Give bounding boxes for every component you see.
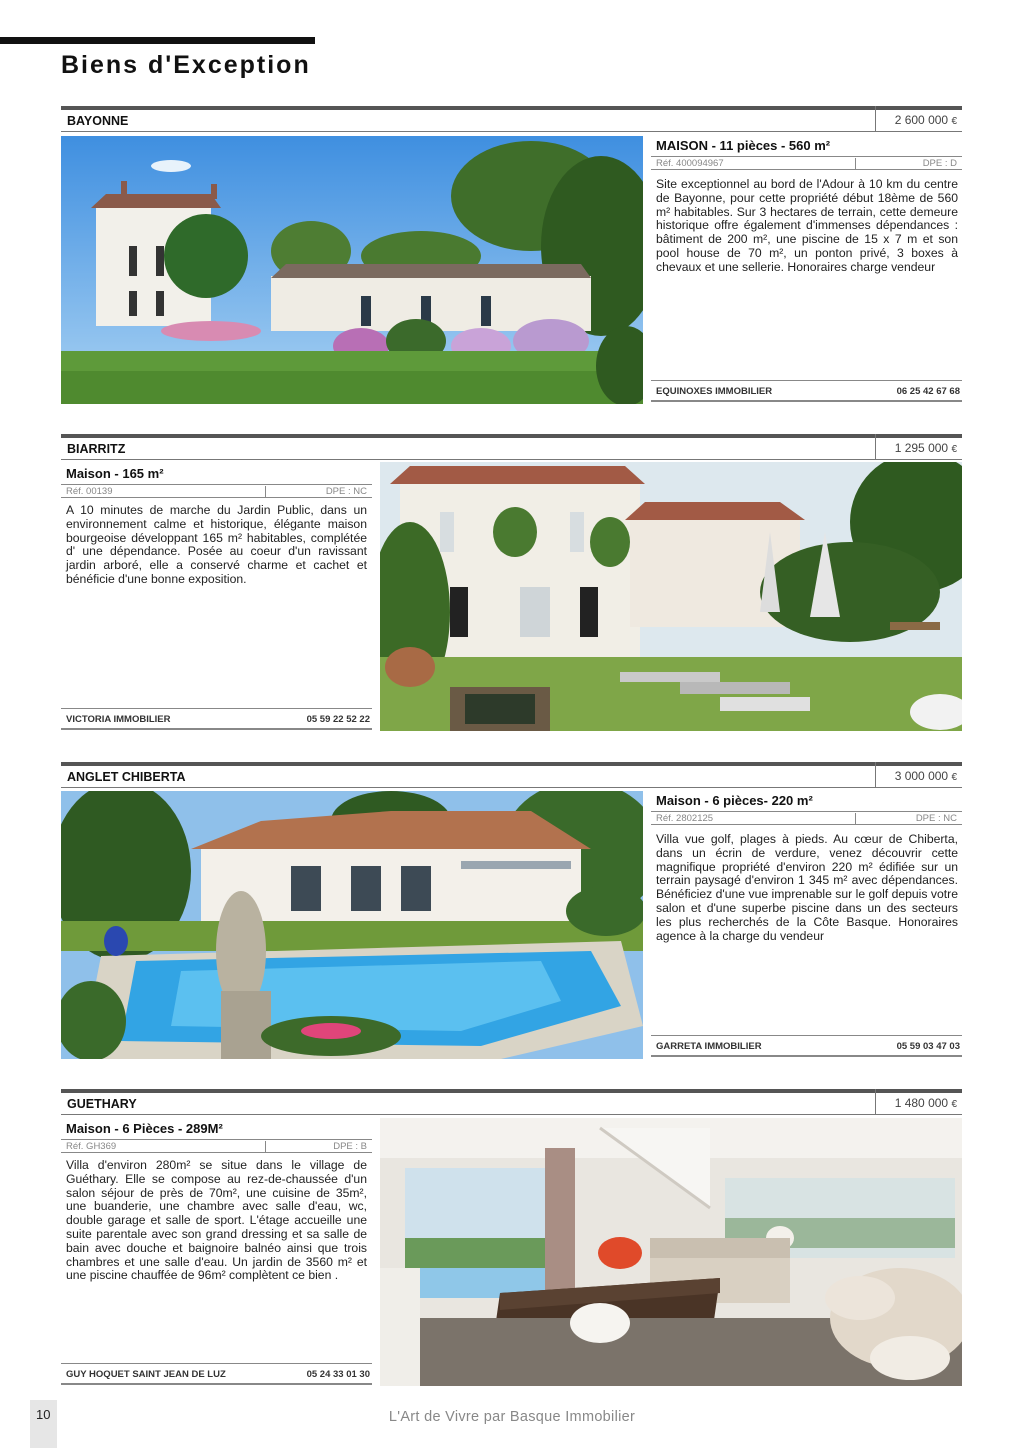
listing-details (651, 791, 962, 1059)
agency-name[interactable]: EQUINOXES IMMOBILIER (656, 386, 773, 397)
agency-name[interactable]: VICTORIA IMMOBILIER (66, 714, 171, 725)
listing-details (651, 136, 962, 404)
property-photo[interactable] (61, 136, 643, 404)
dpe-rating: DPE : B (265, 1141, 367, 1153)
ref-row (61, 1139, 372, 1153)
ref-row (61, 484, 372, 498)
listing-biarritz[interactable] (61, 434, 962, 734)
property-photo[interactable] (61, 791, 643, 1059)
agency-row (651, 380, 962, 402)
price-box (875, 1089, 962, 1115)
listing-price: 1 295 000 € (894, 441, 957, 455)
property-title: MAISON - 11 pièces - 560 m² (656, 138, 831, 153)
ref-row (651, 811, 962, 825)
listing-header (61, 434, 962, 460)
agency-phone[interactable]: 06 25 42 67 68 (896, 386, 960, 397)
price-box (875, 434, 962, 460)
dpe-rating: DPE : D (855, 158, 957, 170)
reference: Réf. 2802125 (656, 813, 714, 824)
property-title: Maison - 6 pièces- 220 m² (656, 793, 813, 808)
listing-price: 1 480 000 € (894, 1096, 957, 1110)
property-photo[interactable] (380, 462, 962, 731)
agency-row (651, 1035, 962, 1057)
agency-phone[interactable]: 05 59 22 52 22 (306, 714, 370, 725)
page-number: 10 (36, 1407, 51, 1422)
reference: Réf. GH369 (66, 1141, 117, 1152)
listing-header (61, 1089, 962, 1115)
property-title: Maison - 165 m² (66, 466, 164, 481)
listing-details (61, 464, 372, 732)
agency-row (61, 708, 372, 730)
agency-row (61, 1363, 372, 1385)
listing-bayonne[interactable] (61, 106, 962, 406)
dpe-rating: DPE : NC (265, 486, 367, 498)
price-box (875, 762, 962, 788)
agency-name[interactable]: GARRETA IMMOBILIER (656, 1041, 762, 1052)
listing-details (61, 1119, 372, 1387)
footer-tagline: L'Art de Vivre par Basque Immobilier (388, 1409, 636, 1425)
page-title: Biens d'Exception (61, 51, 311, 79)
ref-row (651, 156, 962, 170)
top-accent-bar (0, 37, 315, 44)
agency-phone[interactable]: 05 24 33 01 30 (306, 1369, 370, 1380)
agency-phone[interactable]: 05 59 03 47 03 (896, 1041, 960, 1052)
dpe-rating: DPE : NC (855, 813, 957, 825)
property-description: Villa vue golf, plages à pieds. Au cœur de Chiberta, dans un écrin de verdure, venez découvrir cette magnifique propriété d'environ 220 m² édifiée sur un terrain paysagé d'environ 1 345 m² avec dépendances. Bénéficiez d'une vue imprenable sur le golf depuis votre salon et d'une superbe piscine dans un des secteurs les plus recherchés de la Côte Basque. Honoraires agence à la charge du vendeur (656, 832, 958, 943)
property-description: A 10 minutes de marche du Jardin Public, dans un environnement calme et historique, élégante maison bourgeoise développant 165 m² habitables, complétée d' une dépendance. Posée au coeur d'un ravissant jardin arboré, elle a conservé charme et cachet et bénéficie d'une bonne exposition. (66, 503, 367, 586)
listing-header (61, 106, 962, 132)
listing-city: ANGLET CHIBERTA (67, 770, 186, 784)
listing-header (61, 762, 962, 788)
listing-city: BAYONNE (67, 114, 129, 128)
reference: Réf. 00139 (66, 486, 113, 497)
agency-name[interactable]: GUY HOQUET SAINT JEAN DE LUZ (66, 1369, 226, 1380)
listing-city: GUETHARY (67, 1097, 137, 1111)
listing-guethary[interactable] (61, 1089, 962, 1389)
property-description: Site exceptionnel au bord de l'Adour à 10 km du centre de Bayonne, pour cette propriété début 18ème de 560 m² habitables. Sur 3 hectares de terrain, cette demeure historique offre également d'immenses dépendances : bâtiment de 200 m², une piscine de 15 x 7 m et son pool house de 70 m², un ponton privé, 3 boxes à chevaux et une sellerie. Honoraires charge vendeur (656, 177, 958, 274)
price-box (875, 106, 962, 132)
property-photo[interactable] (380, 1118, 962, 1386)
property-description: Villa d'environ 280m² se situe dans le village de Guéthary. Elle se compose au rez-de-chaussée d'un salon séjour de près de 70m², une cuisine de 35m², une buanderie, une chambre avec salle d'eau, wc, double garage et salle de sport. L'étage accueille une suite parentale avec son grand dressing et sa salle de bain avec douche et baignoire balnéo ainsi que trois chambres et une salle d'eau. Un jardin de 3560 m² et une piscine chauffée de 96m² complètent ce bien . (66, 1158, 367, 1283)
listing-anglet-chiberta[interactable] (61, 762, 962, 1062)
listing-price: 3 000 000 € (894, 769, 957, 783)
property-title: Maison - 6 Pièces - 289M² (66, 1121, 223, 1136)
reference: Réf. 400094967 (656, 158, 724, 169)
listing-price: 2 600 000 € (894, 113, 957, 127)
listing-city: BIARRITZ (67, 442, 126, 456)
